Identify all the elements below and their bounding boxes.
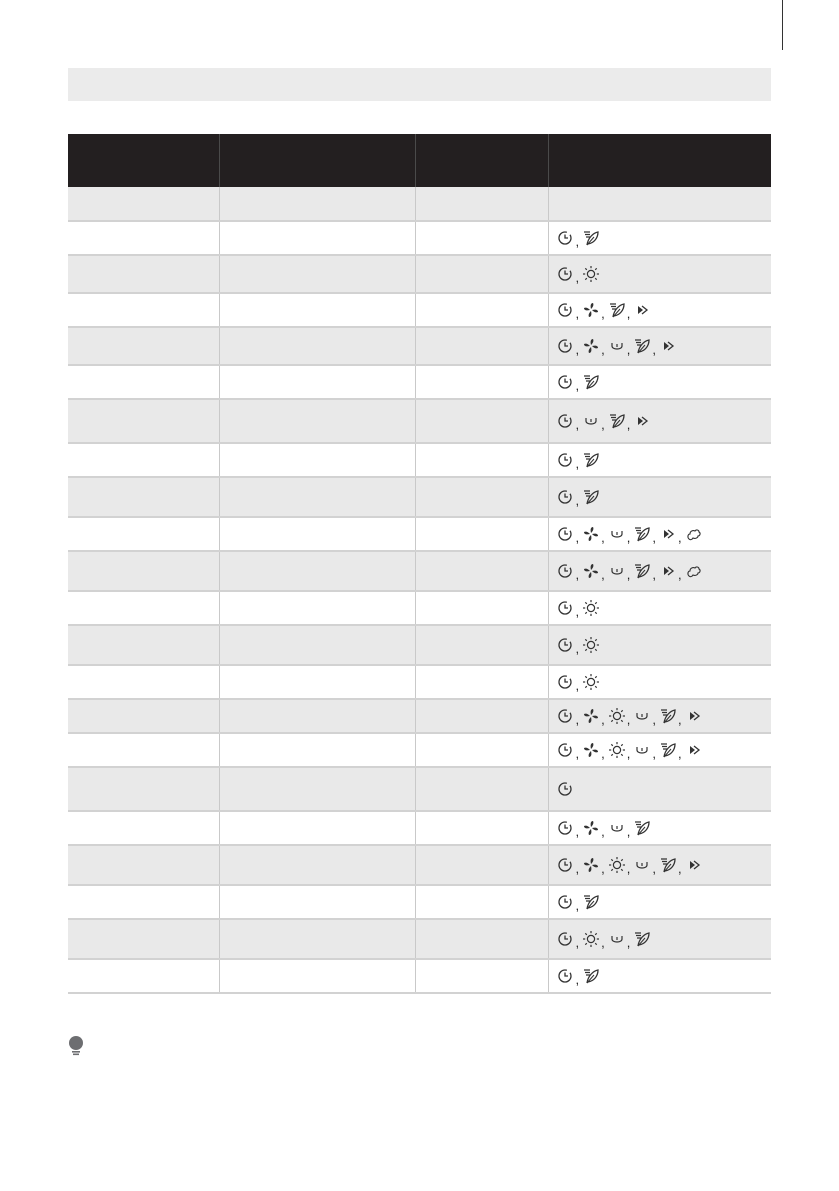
option-icon-list [557,819,772,837]
icon-separator: , [626,861,631,876]
table-row [68,625,771,665]
header-cell [68,134,219,187]
table-cell [415,477,548,517]
icon-separator: , [601,567,605,582]
icon-separator: , [601,342,605,357]
icon-separator: , [575,972,580,987]
icon-separator: , [575,234,580,249]
options-table [68,134,771,994]
table-cell [415,187,548,221]
icon-separator: , [626,567,631,582]
table-cell [219,221,415,255]
table-header-row [68,134,771,187]
clock-icon [557,337,575,355]
table-cell [415,811,548,845]
table-cell [219,665,415,699]
icon-separator: , [652,530,656,545]
option-icons-cell [548,365,771,399]
option-icons-cell [548,293,771,327]
icon-separator: , [601,746,605,761]
icon-separator: , [575,567,580,582]
sun-icon [582,265,600,283]
table-row [68,187,771,221]
sun-icon [582,673,600,691]
icon-separator: , [652,861,656,876]
option-icon-list [557,451,772,469]
table-cell [68,327,219,365]
leaf-icon [582,229,600,247]
icon-separator: , [626,306,631,321]
fan-icon [582,337,600,355]
table-cell [68,699,219,733]
clock-icon [557,488,575,506]
turbo-icon [685,856,703,874]
table-cell [415,517,548,551]
fan-icon [582,856,600,874]
icon-separator: , [652,746,656,761]
turbo-icon [685,707,703,725]
lightbulb-icon [66,1034,86,1058]
table-row [68,551,771,591]
page-edge-line [782,0,783,50]
leaf-icon [633,562,651,580]
turbo-icon [659,337,677,355]
table-cell [68,959,219,993]
clock-icon [557,741,575,759]
table-cell [219,885,415,919]
sun-icon [582,599,600,617]
leaf-icon [608,412,626,430]
option-icons-cell [548,551,771,591]
option-icon-list [557,525,772,543]
clock-icon [557,930,575,948]
clock-icon [557,229,575,247]
table-cell [68,517,219,551]
table-cell [68,365,219,399]
icon-separator: , [575,417,580,432]
option-icon-list [557,562,772,580]
option-icon-list [557,780,772,798]
table-cell [219,845,415,885]
table-cell [415,625,548,665]
option-icons-cell [548,443,771,477]
option-icons-cell [548,699,771,733]
table-row [68,477,771,517]
table-cell [415,443,548,477]
table-row [68,959,771,993]
icon-separator: , [678,712,682,727]
sun-icon [608,707,626,725]
option-icon-list [557,636,772,654]
icon-separator: , [601,861,605,876]
table-cell [68,221,219,255]
table-row [68,517,771,551]
option-icons-cell [548,477,771,517]
leaf-icon [659,707,677,725]
sun-icon [582,930,600,948]
drop-icon [608,930,626,948]
icon-separator: , [575,641,580,656]
steam-icon [685,562,703,580]
table-cell [219,591,415,625]
fan-icon [582,301,600,319]
table-cell [415,221,548,255]
sun-icon [608,856,626,874]
clock-icon [557,893,575,911]
icon-separator: , [575,530,580,545]
option-icon-list [557,967,772,985]
leaf-icon [633,930,651,948]
table-cell [415,551,548,591]
table-cell [415,293,548,327]
table-row [68,365,771,399]
option-icon-list [557,893,772,911]
leaf-icon [633,819,651,837]
option-icon-list [557,412,772,430]
option-icon-list [557,673,772,691]
drop-icon [608,525,626,543]
section-title-bar [68,68,771,101]
sun-icon [608,741,626,759]
option-icons-cell [548,187,771,221]
table-row [68,919,771,959]
icon-separator: , [575,378,580,393]
turbo-icon [685,741,703,759]
table-cell [415,255,548,293]
fan-icon [582,707,600,725]
table-cell [68,919,219,959]
option-icons-cell [548,327,771,365]
icon-separator: , [626,824,631,839]
fan-icon [582,525,600,543]
icon-separator: , [626,935,631,950]
option-icons-cell [548,665,771,699]
icon-separator: , [626,712,631,727]
option-icon-list [557,930,772,948]
table-cell [415,733,548,767]
leaf-icon [608,301,626,319]
table-cell [415,327,548,365]
option-icons-cell [548,733,771,767]
table-cell [68,443,219,477]
drop-icon [608,337,626,355]
table-cell [219,327,415,365]
option-icons-cell [548,767,771,811]
table-cell [68,625,219,665]
fan-icon [582,562,600,580]
icon-separator: , [601,417,605,432]
table-row [68,811,771,845]
icon-separator: , [575,712,580,727]
icon-separator: , [601,935,605,950]
turbo-icon [633,412,651,430]
icon-separator: , [575,824,580,839]
table-row [68,699,771,733]
option-icon-list [557,373,772,391]
table-cell [415,591,548,625]
table-cell [68,733,219,767]
table-cell [415,699,548,733]
icon-separator: , [652,567,656,582]
table-cell [415,959,548,993]
table-cell [68,811,219,845]
icon-separator: , [652,342,656,357]
table-cell [219,365,415,399]
icon-separator: , [575,493,580,508]
option-icon-list [557,229,772,247]
icon-separator: , [626,417,631,432]
icon-separator: , [575,935,580,950]
icon-separator: , [601,530,605,545]
clock-icon [557,636,575,654]
table-cell [415,845,548,885]
leaf-icon [582,893,600,911]
table-cell [415,767,548,811]
leaf-icon [582,373,600,391]
table-row [68,845,771,885]
table-cell [219,767,415,811]
option-icon-list [557,741,772,759]
clock-icon [557,819,575,837]
table-cell [415,885,548,919]
table-cell [68,885,219,919]
table-cell [219,625,415,665]
clock-icon [557,301,575,319]
option-icon-list [557,337,772,355]
header-cell [219,134,415,187]
table-row [68,327,771,365]
table-cell [219,443,415,477]
option-icons-cell [548,221,771,255]
table-row [68,885,771,919]
clock-icon [557,265,575,283]
option-icons-cell [548,845,771,885]
sun-icon [582,636,600,654]
table-row [68,665,771,699]
icon-separator: , [626,530,631,545]
table-row [68,767,771,811]
drop-icon [633,707,651,725]
leaf-icon [582,488,600,506]
drop-icon [633,741,651,759]
table-cell [219,255,415,293]
clock-icon [557,780,575,798]
steam-icon [685,525,703,543]
icon-separator: , [678,530,682,545]
option-icon-list [557,488,772,506]
option-icon-list [557,599,772,617]
option-icons-cell [548,919,771,959]
table-cell [68,591,219,625]
icon-separator: , [575,306,580,321]
icon-separator: , [678,567,682,582]
table-row [68,293,771,327]
table-cell [219,551,415,591]
table-cell [68,293,219,327]
icon-separator: , [575,861,580,876]
table-cell [219,399,415,443]
table-cell [415,919,548,959]
drop-icon [608,819,626,837]
icon-separator: , [601,306,605,321]
header-cell [415,134,548,187]
header-cell [548,134,771,187]
fan-icon [582,741,600,759]
table-row [68,255,771,293]
clock-icon [557,967,575,985]
leaf-icon [659,741,677,759]
table-cell [219,733,415,767]
table-row [68,399,771,443]
option-icons-cell [548,885,771,919]
table-cell [68,187,219,221]
icon-separator: , [575,678,580,693]
icon-separator: , [626,342,631,357]
clock-icon [557,599,575,617]
leaf-icon [633,337,651,355]
option-icons-cell [548,591,771,625]
table-cell [68,399,219,443]
table-cell [219,477,415,517]
table-cell [415,399,548,443]
turbo-icon [659,525,677,543]
leaf-icon [582,451,600,469]
clock-icon [557,673,575,691]
table-cell [219,811,415,845]
icon-separator: , [575,342,580,357]
table-cell [219,699,415,733]
icon-separator: , [678,746,682,761]
drop-icon [608,562,626,580]
table-cell [219,919,415,959]
table-cell [219,959,415,993]
icon-separator: , [575,604,580,619]
option-icons-cell [548,959,771,993]
clock-icon [557,707,575,725]
table-cell [68,477,219,517]
table-row [68,591,771,625]
icon-separator: , [575,746,580,761]
table-cell [219,187,415,221]
icon-separator: , [601,824,605,839]
turbo-icon [633,301,651,319]
icon-separator: , [678,861,682,876]
icon-separator: , [626,746,631,761]
option-icon-list [557,707,772,725]
drop-icon [633,856,651,874]
table-row [68,733,771,767]
option-icons-cell [548,517,771,551]
clock-icon [557,525,575,543]
turbo-icon [659,562,677,580]
icon-separator: , [601,712,605,727]
table-cell [68,551,219,591]
table-cell [68,767,219,811]
table-cell [415,665,548,699]
clock-icon [557,412,575,430]
table-row [68,443,771,477]
option-icons-cell [548,625,771,665]
icon-separator: , [575,270,580,285]
leaf-icon [633,525,651,543]
table-row [68,221,771,255]
clock-icon [557,562,575,580]
leaf-icon [659,856,677,874]
clock-icon [557,856,575,874]
option-icons-cell [548,811,771,845]
clock-icon [557,373,575,391]
leaf-icon [582,967,600,985]
drop-icon [582,412,600,430]
option-icon-list [557,265,772,283]
option-icon-list [557,301,772,319]
table-cell [219,517,415,551]
fan-icon [582,819,600,837]
table-cell [219,293,415,327]
table-cell [68,665,219,699]
icon-separator: , [652,712,656,727]
table-cell [68,845,219,885]
icon-separator: , [575,456,580,471]
clock-icon [557,451,575,469]
icon-separator: , [575,898,580,913]
option-icons-cell [548,399,771,443]
table-cell [68,255,219,293]
table-cell [415,365,548,399]
option-icon-list [557,856,772,874]
option-icons-cell [548,255,771,293]
